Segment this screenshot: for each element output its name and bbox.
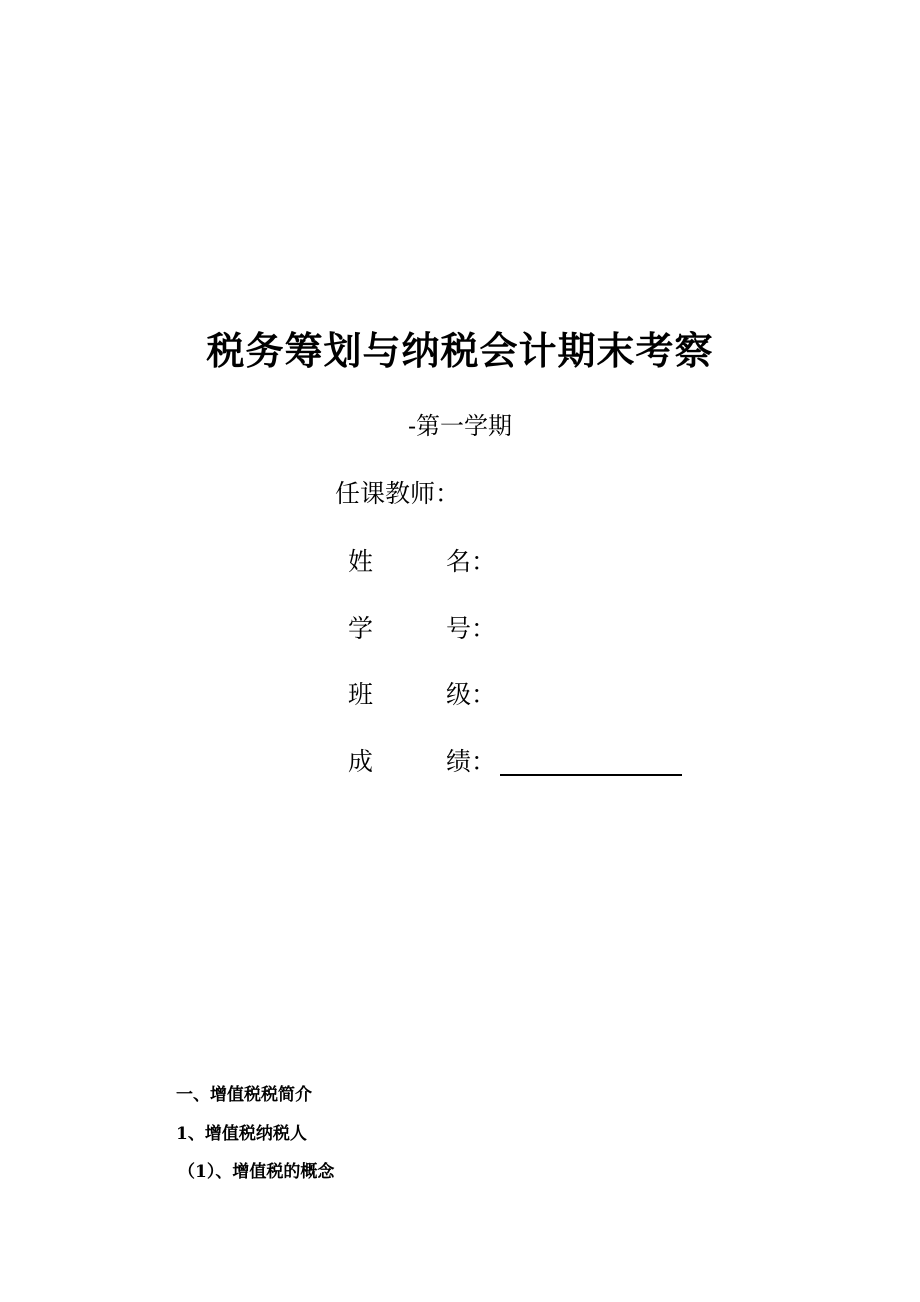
name-label-char-2: 名： [446,547,497,576]
term-label: -第一学期 [407,412,513,440]
class-label-char-1: 班 [348,680,374,709]
score-label-char-2: 绩： [446,747,497,776]
score-underline [500,774,682,776]
section-heading: 一、增值税税简介 [176,1085,312,1105]
document-title: 税务筹划与纳税会计期末考察 [206,328,714,373]
teacher-label: 任课教师： [335,479,461,508]
student-number-label-char-1: 学 [348,614,374,643]
subsection-heading: 1、增值税纳税人 [176,1124,307,1144]
name-label-char-1: 姓 [348,547,374,576]
item-heading: （1）、增值税的概念 [178,1162,335,1182]
class-label-char-2: 级： [446,680,497,709]
student-number-label-char-2: 号： [446,614,497,643]
score-label-char-1: 成 [348,747,374,776]
